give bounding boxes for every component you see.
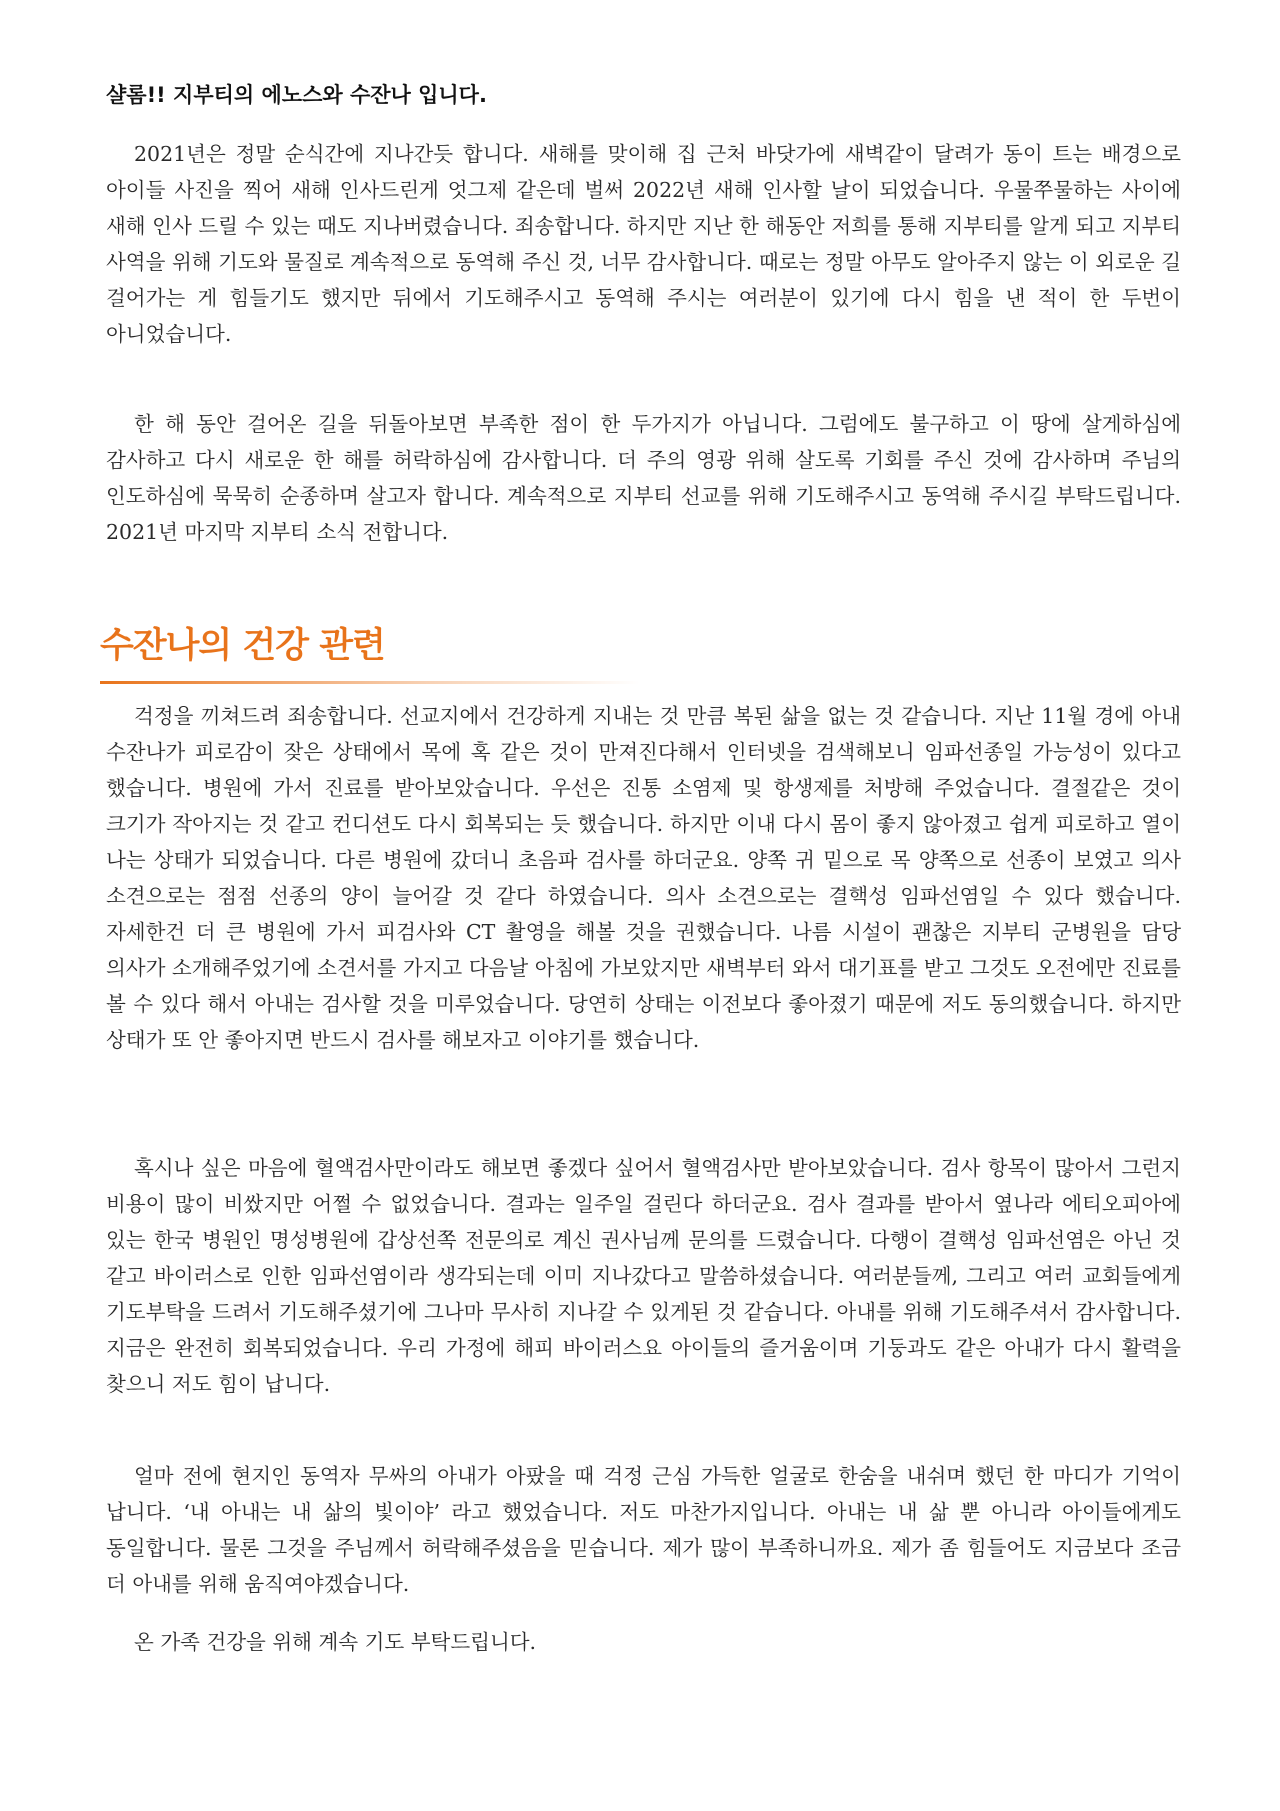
section-title-underline xyxy=(100,681,640,684)
health-paragraph-4: 온 가족 건강을 위해 계속 기도 부탁드립니다. xyxy=(134,1630,537,1654)
health-paragraph-1: 걱정을 끼쳐드려 죄송합니다. 선교지에서 건강하게 지내는 것 만큼 복된 삶을 없는 것 같습니다. 지난 11월 경에 아내 수잔나가 피로감이 잦은 상태에서 목에 혹 같은 것이 만져진다해서 인터넷을 검색해보니 임파선종일 가능성이 있다고 했습니다. 병원에 가서 진료를 받아보았습니다. 우선은 진통 소염제 및 항생제를 처방해 주었습니다. 결절같은 것이 크기가 작아지는 것 같고 컨디션도 다시 회복되는 듯 했습니다. 하지만 이내 다시 몸이 좋지 않아졌고 쉽게 피로하고 열이 나는 상태가 되었습니다. 다른 병원에 갔더니 초음파 검사를 하더군요. 양쪽 귀 밑으로 목 양쪽으로 선종이 보였고 의사 소견으로는 점점 선종의 양이 늘어갈 것 같다 하였습니다. 의사 소견으로는 결핵성 임파선염일 수 있다 했습니다. 자세한건 더 큰 병원에 가서 피검사와 CT 촬영을 해볼 것을 권했습니다. 나름 시설이 괜찮은 지부티 군병원을 담당 의사가 소개해주었기에 소견서를 가지고 다음날 아침에 가보았지만 새벽부터 와서 대기표를 받고 그것도 오전에만 진료를 볼 수 있다 해서 아내는 검사할 것을 미루었습니다. 당연히 상태는 이전보다 좋아졌기 때문에 저도 동의했습니다. 하지만 상태가 또 안 좋아지면 반드시 검사를 해보자고 이야기를 했습니다. xyxy=(106,704,1181,1052)
intro-paragraph-1: 2021년은 정말 순식간에 지나간듯 합니다. 새해를 맞이해 집 근처 바닷가에 새벽같이 달려가 동이 트는 배경으로 아이들 사진을 찍어 새해 인사드린게 엇그제 같은데 벌써 2022년 새해 인사할 날이 되었습니다. 우물쭈물하는 사이에 새해 인사 드릴 수 있는 때도 지나버렸습니다. 죄송합니다. 하지만 지난 한 해동안 저희를 통해 지부티를 알게 되고 지부티 사역을 위해 기도와 물질로 계속적으로 동역해 주신 것, 너무 감사합니다. 때로는 정말 아무도 알아주지 않는 이 외로운 길 걸어가는 게 힘들기도 했지만 뒤에서 기도해주시고 동역해 주시는 여러분이 있기에 다시 힘을 낸 적이 한 두번이 아니었습니다. xyxy=(106,142,1181,346)
health-paragraph-3: 얼마 전에 현지인 동역자 무싸의 아내가 아팠을 때 걱정 근심 가득한 얼굴로 한숨을 내쉬며 했던 한 마디가 기억이 납니다. ‘내 아내는 내 삶의 빛이야’ 라고 했었습니다. 저도 마찬가지입니다. 아내는 내 삶 뿐 아니라 아이들에게도 동일합니다. 물론 그것을 주님께서 허락해주셨음을 믿습니다. 제가 많이 부족하니까요. 제가 좀 힘들어도 지금보다 조금 더 아내를 위해 움직여야겠습니다. xyxy=(106,1464,1181,1596)
health-paragraph-2: 혹시나 싶은 마음에 혈액검사만이라도 해보면 좋겠다 싶어서 혈액검사만 받아보았습니다. 검사 항목이 많아서 그런지 비용이 많이 비쌌지만 어쩔 수 없었습니다. 결과는 일주일 걸린다 하더군요. 검사 결과를 받아서 옆나라 에티오피아에 있는 한국 병원인 명성병원에 갑상선쪽 전문의로 계신 권사님께 문의를 드렸습니다. 다행이 결핵성 임파선염은 아닌 것 같고 바이러스로 인한 임파선염이라 생각되는데 이미 지나갔다고 말씀하셨습니다. 여러분들께, 그리고 여러 교회들에게 기도부탁을 드려서 기도해주셨기에 그나마 무사히 지나갈 수 있게된 것 같습니다. 아내를 위해 기도해주셔서 감사합니다. 지금은 완전히 회복되었습니다. 우리 가정에 해피 바이러스요 아이들의 즐거움이며 기둥과도 같은 아내가 다시 활력을 찾으니 저도 힘이 납니다. xyxy=(106,1156,1181,1396)
greeting-heading: 샬롬!! 지부티의 에노스와 수잔나 입니다. xyxy=(106,83,487,107)
section-title-health: 수잔나의 건강 관련 xyxy=(100,626,385,666)
intro-paragraph-2: 한 해 동안 걸어온 길을 뒤돌아보면 부족한 점이 한 두가지가 아닙니다. 그럼에도 불구하고 이 땅에 살게하심에 감사하고 다시 새로운 한 해를 허락하심에 감사합니다. 더 주의 영광 위해 살도록 기회를 주신 것에 감사하며 주님의 인도하심에 묵묵히 순종하며 살고자 합니다. 계속적으로 지부티 선교를 위해 기도해주시고 동역해 주시길 부탁드립니다. 2021년 마지막 지부티 소식 전합니다. xyxy=(106,412,1181,544)
